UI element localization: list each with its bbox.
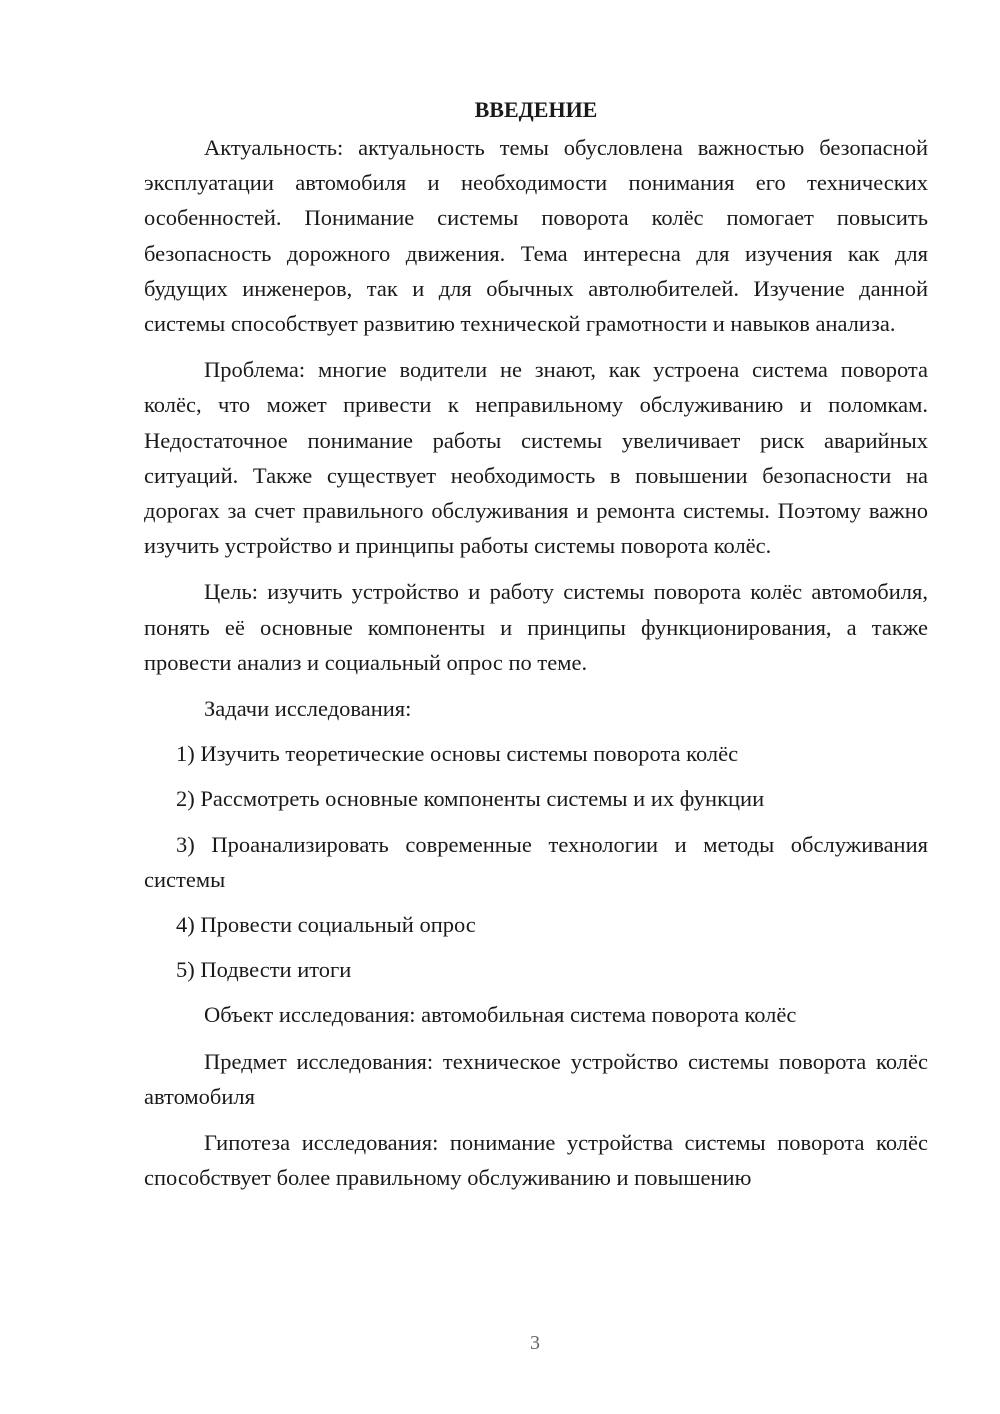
document-page <box>144 92 928 1195</box>
goal-paragraph: Цель: изучить устройство и работу системы поворота колёс автомобиля, понять её основные компоненты и принципы функционирования, а также провести анализ и социальный опрос по теме. <box>144 579 928 675</box>
hypothesis-paragraph: Гипотеза исследования: понимание устройства системы поворота колёс способствует более правильному обслуживанию и повышению <box>144 1130 928 1191</box>
page-number: 3 <box>530 1332 540 1354</box>
relevance-paragraph: Актуальность: актуальность темы обусловлена важностью безопасной эксплуатации автомобиля и необходимости понимания его технических особенностей. Понимание системы поворота колёс помогает повысить безопасность дорожного движения. Тема интересна для изучения как для будущих инженеров, так и для обычных автолюбителей. Изучение данной системы способствует развитию технической грамотности и навыков анализа. <box>144 135 928 337</box>
task-item: 1) Изучить теоретические основы системы поворота колёс <box>176 741 739 767</box>
subject-paragraph: Предмет исследования: техническое устройство системы поворота колёс автомобиля <box>144 1048 928 1109</box>
tasks-heading: Задачи исследования: <box>204 696 412 722</box>
section-title: ВВЕДЕНИЕ <box>474 97 598 122</box>
object-paragraph: Объект исследования: автомобильная система поворота колёс <box>204 1002 797 1028</box>
problem-paragraph: Проблема: многие водители не знают, как устроена система поворота колёс, что может привести к неправильному обслуживанию и поломкам. Недостаточное понимание работы системы увеличивает риск аварийных ситуаций. Также существует необходимость в повышении безопасности на дорогах за счет правильного обслуживания и ремонта системы. Поэтому важно изучить устройство и принципы работы системы поворота колёс. <box>144 357 928 559</box>
task-item: 4) Провести социальный опрос <box>176 912 476 938</box>
task-item: 2) Рассмотреть основные компоненты системы и их функции <box>176 786 765 812</box>
task-item: 3) Проанализировать современные технологии и методы обслуживания системы <box>144 831 928 892</box>
task-item: 5) Подвести итоги <box>176 957 352 983</box>
